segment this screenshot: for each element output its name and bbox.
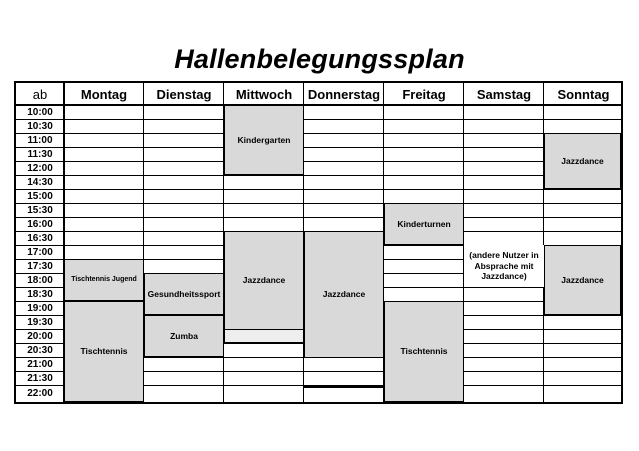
booking-block-mittwoch-kindergarten: Kindergarten (224, 105, 304, 175)
row-divider (16, 175, 621, 176)
time-label: 18:30 (27, 288, 53, 300)
page-title: Hallenbelegungssplan (174, 44, 465, 74)
booking-block-sonntag-jazzdance-evening: Jazzdance (544, 245, 621, 315)
booking-block-dienstag-zumba: Zumba (144, 315, 224, 357)
row-divider (16, 189, 621, 190)
time-label: 16:00 (27, 218, 53, 230)
column-header-montag: Montag (80, 86, 128, 102)
time-label: 18:00 (27, 274, 53, 286)
column-header-freitag: Freitag (402, 86, 446, 102)
row-divider (16, 147, 621, 148)
booking-block-montag-tischtennis: Tischtennis (64, 301, 144, 402)
time-label: 15:30 (27, 204, 53, 216)
header-divider (16, 104, 621, 106)
booking-block-freitag-kinderturnen: Kinderturnen (384, 203, 464, 245)
time-label: 19:00 (27, 302, 53, 314)
booking-block-mittwoch-jazzdance: Jazzdance (224, 231, 304, 330)
column-header-sonntag: Sonntag (557, 86, 610, 102)
time-label: 21:30 (27, 372, 53, 384)
time-label: 22:00 (27, 388, 53, 399)
time-label: 10:00 (27, 106, 53, 118)
column-header-donnerstag: Donnerstag (307, 86, 381, 102)
booking-block-mittwoch-free (224, 329, 304, 343)
column-header-samstag: Samstag (476, 86, 532, 102)
donnerstag-late-divider (304, 386, 384, 388)
time-label: 16:30 (27, 232, 53, 244)
row-divider (16, 161, 621, 162)
booking-block-dienstag-gesundheitssport: Gesundheitssport (144, 273, 224, 315)
booking-note-samstag: (andere Nutzer in Absprache mit Jazzdance) (464, 245, 544, 287)
time-label: 11:00 (27, 134, 53, 146)
time-label: 20:30 (27, 344, 53, 356)
column-header-mittwoch: Mittwoch (235, 86, 293, 102)
booking-block-sonntag-jazzdance: Jazzdance (544, 133, 621, 189)
column-header-dienstag: Dienstag (156, 86, 212, 102)
row-divider (16, 133, 621, 134)
row-divider (16, 203, 621, 204)
time-label: 17:30 (27, 260, 53, 272)
time-label: 15:00 (27, 190, 53, 202)
time-label: 20:00 (27, 330, 53, 342)
schedule-table (14, 81, 623, 404)
time-label: 12:00 (27, 162, 53, 174)
time-label: 21:00 (27, 358, 53, 370)
time-label: 11:30 (27, 148, 53, 160)
booking-block-freitag-tischtennis: Tischtennis (384, 301, 464, 402)
column-divider (543, 83, 544, 402)
row-divider (16, 217, 621, 218)
row-divider (16, 119, 621, 120)
booking-block-donnerstag-jazzdance: Jazzdance (304, 231, 384, 358)
booking-block-montag-tischtennis-jugend: Tischtennis Jugend (64, 259, 144, 301)
time-label: 14:30 (27, 176, 53, 188)
column-header-ab: ab (32, 86, 48, 102)
time-label: 19:30 (27, 316, 53, 328)
time-label: 10:30 (27, 120, 53, 132)
time-label: 17:00 (27, 246, 53, 258)
